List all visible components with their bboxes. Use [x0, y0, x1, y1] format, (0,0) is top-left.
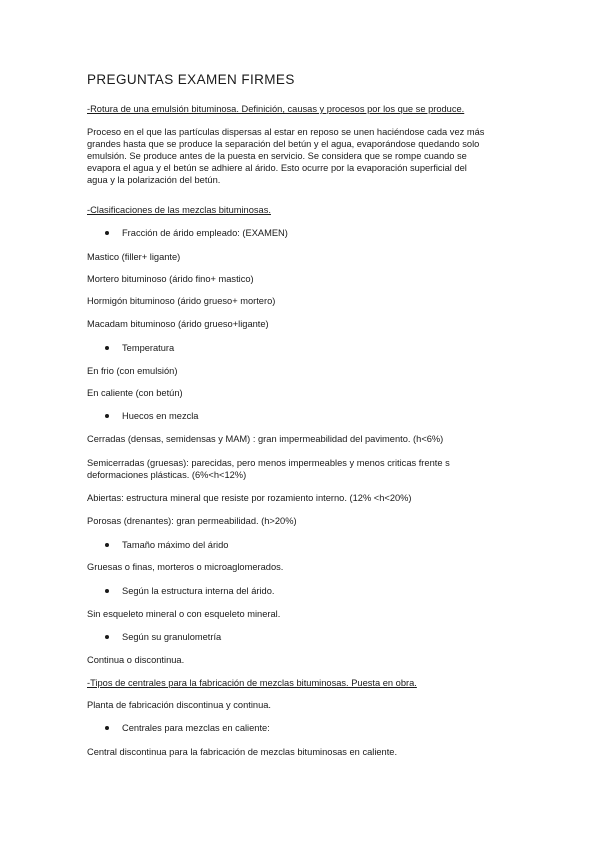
bullet-item: Según su granulometría — [105, 631, 221, 643]
list-line: Planta de fabricación discontinua y continua. — [87, 700, 271, 710]
bullet-item: Huecos en mezcla — [105, 410, 198, 422]
list-line: En caliente (con betún) — [87, 388, 183, 398]
list-line: Sin esqueleto mineral o con esqueleto mineral. — [87, 609, 281, 619]
list-line: Gruesas o finas, morteros o microaglomerados. — [87, 562, 284, 572]
bullet-dot-icon — [105, 543, 109, 547]
bullet-dot-icon — [105, 346, 109, 350]
list-line: Mortero bituminoso (árido fino+ mastico) — [87, 274, 254, 284]
paragraph-line: agua y la polarización del betún. — [87, 175, 221, 185]
list-line: Hormigón bituminoso (árido grueso+ mortero) — [87, 296, 276, 306]
paragraph-line: evapora el agua y el betún se adhiere al árido. Esto ocurre por la evaporación superficial del — [87, 163, 467, 173]
paragraph-line: Proceso en el que las partículas dispersas al estar en reposo se unen haciéndose cada vez más — [87, 127, 485, 137]
bullet-item: Según la estructura interna del árido. — [105, 585, 274, 597]
list-line: Macadam bituminoso (árido grueso+ligante) — [87, 319, 269, 329]
list-line: Porosas (drenantes): gran permeabilidad. (h>20%) — [87, 516, 297, 526]
bullet-dot-icon — [105, 414, 109, 418]
list-line: Abiertas: estructura mineral que resiste por rozamiento interno. (12% <h<20%) — [87, 493, 412, 503]
list-line: Continua o discontinua. — [87, 655, 185, 665]
bullet-dot-icon — [105, 589, 109, 593]
list-line: Semicerradas (gruesas): parecidas, pero menos impermeables y menos criticas frente s — [87, 458, 450, 468]
paragraph-line: emulsión. Se produce antes de la puesta en servicio. Se considera que se rompe cuando se — [87, 151, 467, 161]
bullet-item: Fracción de árido empleado: (EXAMEN) — [105, 227, 288, 239]
bullet-item: Tamaño máximo del árido — [105, 539, 228, 551]
bullet-dot-icon — [105, 231, 109, 235]
section-heading-rotura: -Rotura de una emulsión bituminosa. Definición, causas y procesos por los que se produce. — [87, 104, 465, 114]
bullet-item: Temperatura — [105, 342, 174, 354]
list-line: Central discontinua para la fabricación de mezclas bituminosas en caliente. — [87, 747, 398, 757]
list-line: Mastico (filler+ ligante) — [87, 252, 181, 262]
section-heading-clasificaciones: -Clasificaciones de las mezclas bituminosas. — [87, 205, 271, 215]
list-line: deformaciones plásticas. (6%<h<12%) — [87, 470, 247, 480]
list-line: Cerradas (densas, semidensas y MAM) : gran impermeabilidad del pavimento. (h<6%) — [87, 434, 444, 444]
document-title: PREGUNTAS EXAMEN FIRMES — [87, 72, 295, 87]
bullet-item: Centrales para mezclas en caliente: — [105, 722, 270, 734]
bullet-dot-icon — [105, 726, 109, 730]
list-line: En frio (con emulsión) — [87, 366, 178, 376]
bullet-dot-icon — [105, 635, 109, 639]
section-heading-centrales: -Tipos de centrales para la fabricación de mezclas bituminosas. Puesta en obra. — [87, 678, 417, 688]
paragraph-line: grandes hasta que se produce la separación del betún y el agua, evaporándose quedando solo — [87, 139, 480, 149]
